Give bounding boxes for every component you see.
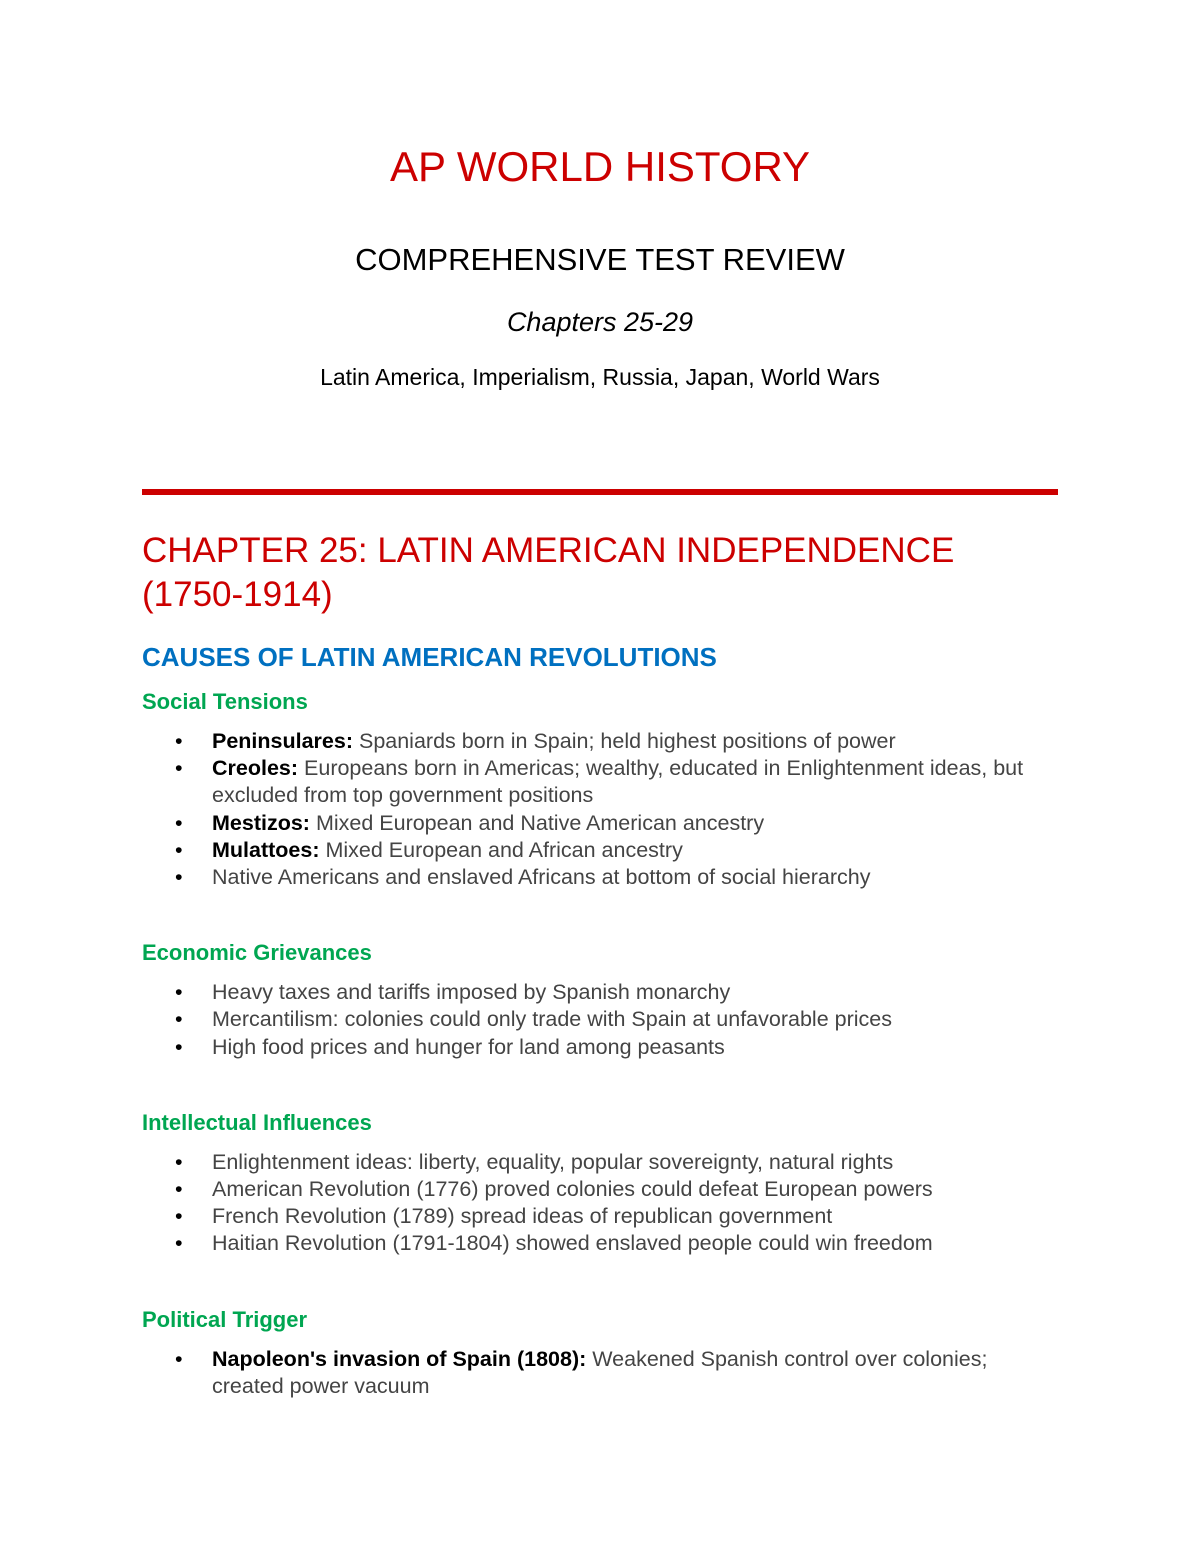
list-item <box>142 1034 1058 1061</box>
chapter-heading-line2: (1750-1914) <box>142 575 333 614</box>
list-item <box>142 1006 1058 1033</box>
list-item <box>142 1203 1058 1230</box>
list-item <box>142 1176 1058 1203</box>
list-item <box>142 1346 1058 1400</box>
sub-heading: Political Trigger <box>142 1306 308 1332</box>
bullet-icon: • <box>175 1007 183 1032</box>
item-text: Haitian Revolution (1791-1804) showed enslaved people could win freedom <box>212 1231 933 1256</box>
bullet-icon: • <box>175 1204 183 1229</box>
term: Mestizos: <box>212 810 310 835</box>
document-subtitle: COMPREHENSIVE TEST REVIEW <box>355 242 845 277</box>
chapter-content <box>142 529 1058 1400</box>
term: Creoles: <box>212 756 299 781</box>
chapter-heading-line1: CHAPTER 25: LATIN AMERICAN INDEPENDENCE <box>142 531 955 570</box>
chapter-heading <box>142 529 1058 617</box>
section-heading: CAUSES OF LATIN AMERICAN REVOLUTIONS <box>142 642 717 672</box>
item-text: High food prices and hunger for land among peasants <box>212 1034 725 1059</box>
bullet-icon: • <box>175 1149 183 1174</box>
list-item <box>142 837 1058 864</box>
topics-line: Latin America, Imperialism, Russia, Japan, World Wars <box>320 364 880 390</box>
item-text: Mercantilism: colonies could only trade with Spain at unfavorable prices <box>212 1007 892 1032</box>
list-item <box>142 979 1058 1006</box>
term: Mulattoes: <box>212 837 320 862</box>
bullet-icon: • <box>175 1231 183 1256</box>
item-text: Europeans born in Americas; wealthy, educated in Enlightenment ideas, but excluded from top government positions <box>212 756 1024 808</box>
list-item <box>142 1230 1058 1257</box>
item-text: Weakened Spanish control over colonies; created power vacuum <box>212 1346 988 1398</box>
term: Napoleon's invasion of Spain (1808): <box>212 1346 587 1371</box>
item-text: Enlightenment ideas: liberty, equality, popular sovereignty, natural rights <box>212 1149 894 1174</box>
bullet-icon: • <box>175 865 183 890</box>
bullet-list <box>142 979 1058 1061</box>
bullet-icon: • <box>175 1177 183 1202</box>
bullet-icon: • <box>175 980 183 1005</box>
bullet-icon: • <box>175 837 183 862</box>
document-title: AP WORLD HISTORY <box>389 143 811 190</box>
cause-group <box>142 1306 1058 1400</box>
list-item <box>142 728 1058 755</box>
item-text: American Revolution (1776) proved colonies could defeat European powers <box>212 1177 933 1202</box>
sub-heading: Economic Grievances <box>142 940 372 966</box>
cause-group <box>142 688 1058 891</box>
bullet-icon: • <box>175 756 183 781</box>
list-item <box>142 1149 1058 1176</box>
bullet-list <box>142 1346 1058 1400</box>
bullet-list <box>142 1149 1058 1258</box>
bullet-icon: • <box>175 1034 183 1059</box>
bullet-icon: • <box>175 1346 183 1371</box>
cause-groups <box>142 688 1058 1400</box>
list-item <box>142 755 1058 809</box>
item-text: Mixed European and Native American ancestry <box>309 810 765 835</box>
bullet-icon: • <box>175 810 183 835</box>
term: Peninsulares: <box>212 729 353 753</box>
list-item <box>142 810 1058 837</box>
item-text: Heavy taxes and tariffs imposed by Spanish monarchy <box>212 980 731 1005</box>
item-text: French Revolution (1789) spread ideas of republican government <box>212 1204 833 1229</box>
item-text: Spaniards born in Spain; held highest positions of power <box>353 729 896 753</box>
sub-heading: Social Tensions <box>142 689 308 714</box>
bullet-icon: • <box>175 729 183 753</box>
list-item <box>142 864 1058 891</box>
item-text: Native Americans and enslaved Africans at bottom of social hierarchy <box>212 865 871 890</box>
horizontal-divider <box>142 489 1058 495</box>
bullet-list <box>142 728 1058 891</box>
sub-heading: Intellectual Influences <box>142 1109 372 1135</box>
cause-group <box>142 1109 1058 1258</box>
item-text: Mixed European and African ancestry <box>319 837 683 862</box>
cause-group <box>142 939 1058 1061</box>
chapter-range: Chapters 25-29 <box>506 307 694 337</box>
